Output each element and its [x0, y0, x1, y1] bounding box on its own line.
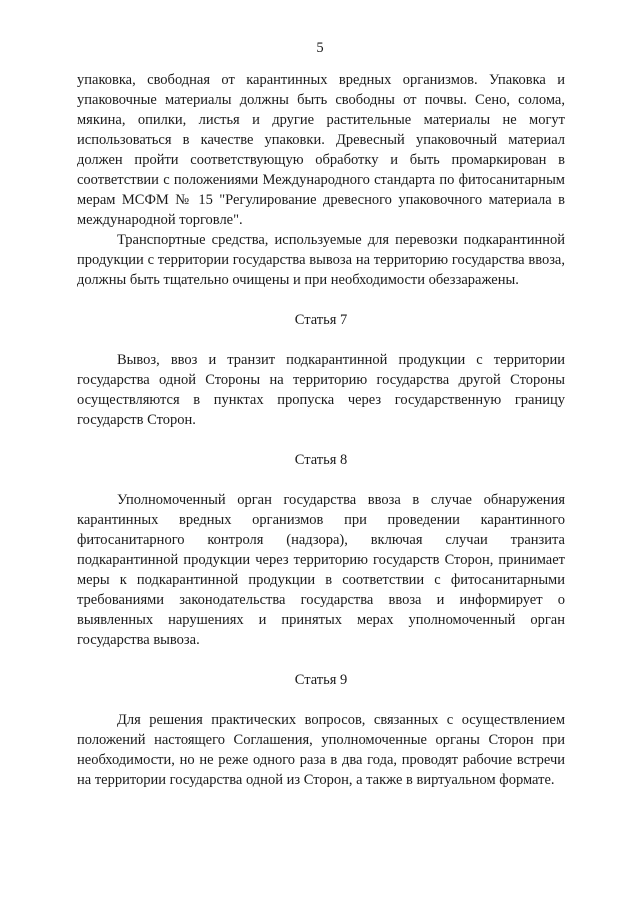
article-8-paragraph: Уполномоченный орган государства ввоза в случае обнаружения карантинных вредных организмов при проведении карантинного фитосанитарного контроля (надзора), включая случаи транзита подкарантинной продукции через территорию государств Сторон, принимает меры к подкарантинной продукции в соответствии с фитосанитарными требованиями законодательства государства ввоза и информирует о выявленных нарушениях и принятых мерах уполномоченный орган государства вывоза. — [77, 492, 565, 648]
article-9-heading: Статья 9 — [294, 672, 348, 688]
article-7-heading: Статья 7 — [294, 312, 348, 328]
article-8-heading: Статья 8 — [294, 452, 348, 468]
document-body — [77, 70, 565, 790]
paragraph-vehicles: Транспортные средства, используемые для перевозки подкарантинной продукции с территории государства вывоза на территорию государства ввоза, должны быть тщательно очищены и при необходимости обеззаражены. — [77, 232, 565, 288]
article-9-paragraph: Для решения практических вопросов, связанных с осуществлением положений настоящего Соглашения, уполномоченные органы Сторон при необходимости, но не реже одного раза в два года, проводят рабочие встречи на территории государства одной из Сторон, а также в виртуальном формате. — [77, 712, 565, 788]
paragraph-packaging: упаковка, свободная от карантинных вредных организмов. Упаковка и упаковочные материалы должны быть свободны от почвы. Сено, солома, мякина, опилки, листья и другие растительные материалы не могут использоваться в качестве упаковки. Древесный упаковочный материал должен пройти соответствующую обработку и быть промаркирован в соответствии с положениями Международного стандарта по фитосанитарным мерам МСФМ № 15 "Регулирование древесного упаковочного материала в международной торговле". — [77, 72, 565, 228]
article-7-paragraph: Вывоз, ввоз и транзит подкарантинной продукции с территории государства одной Стороны на территорию государства другой Стороны осуществляются в пунктах пропуска через государственную границу государств Сторон. — [77, 352, 565, 428]
page-number: 5 — [316, 40, 324, 56]
